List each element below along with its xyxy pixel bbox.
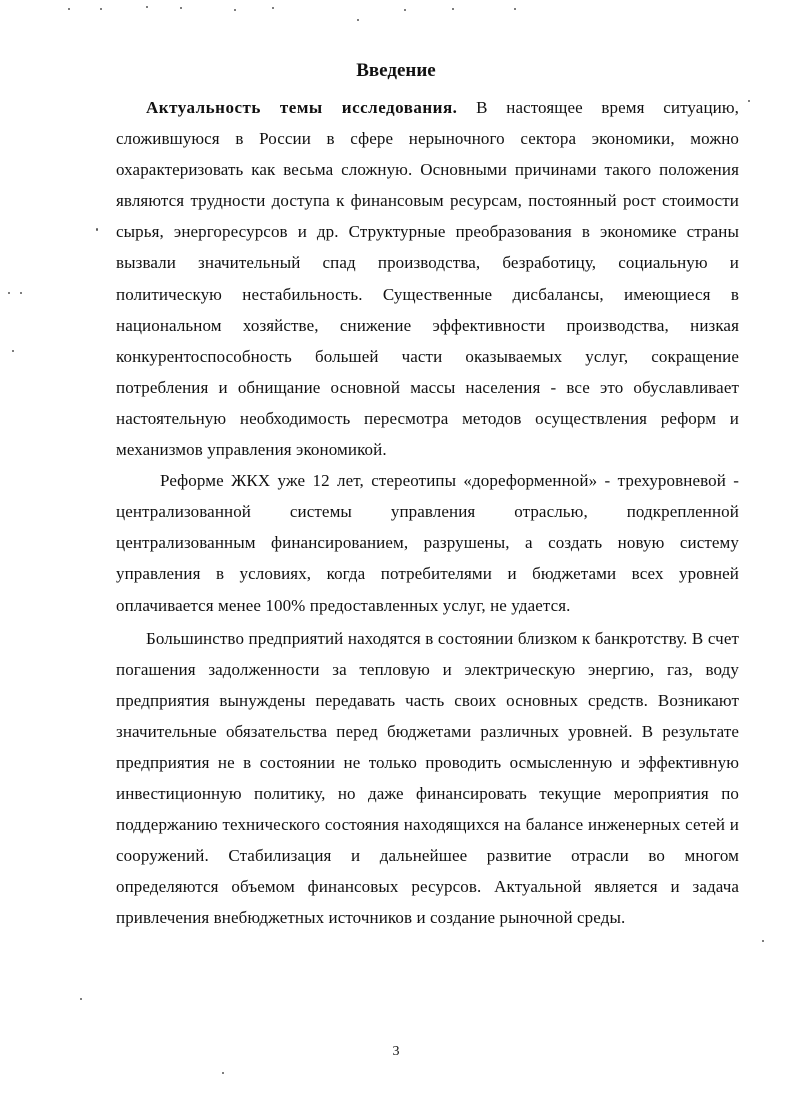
document-body <box>116 92 739 934</box>
paragraph-1-text: В настоящее время ситуацию, сложившуюся в России в сфере нерыночного сектора экономики, можно охарактеризовать как весьма сложную. Основными причинами такого положения являются трудности доступа к финансовым ресурсам, постоянный рост стоимости сырья, энергоресурсов и др. Структурные преобразования в экономике страны вызвали значительный спад производства, безработицу, социальную и политическую нестабильность. Существенные дисбалансы, имеющиеся в национальном хозяйстве, снижение эффективности производства, низкая конкурентоспособность большей части оказываемых услуг, сокращение потребления и обнищание основной массы населения - все это обуславливает настоятельную необходимость пересмотра методов осуществления реформ и механизмов управления экономикой. <box>116 98 739 460</box>
paragraph-1 <box>116 92 739 465</box>
paragraph-2: Реформе ЖКХ уже 12 лет, стереотипы «дореформенной» - трехуровневой - централизованной системы управления отраслью, подкрепленной централизованным финансированием, разрушены, а создать новую систему управления в условиях, когда потребителями и бюджетами всех уровней оплачивается менее 100% предоставленных услуг, не удается. <box>116 471 739 615</box>
page-title: Введение <box>356 60 436 81</box>
page-number: 3 <box>392 1044 400 1059</box>
paragraph-3: Большинство предприятий находятся в состоянии близком к банкротству. В счет погашения задолженности за тепловую и электрическую энергию, газ, воду предприятия вынуждены передавать часть своих основных средств. Возникают значительные обязательства перед бюджетами различных уровней. В результате предприятия не в состоянии не только проводить осмысленную и эффективную инвестиционную политику, но даже финансировать текущие мероприятия по поддержанию технического состояния находящихся на балансе инженерных сетей и сооружений. Стабилизация и дальнейшее развитие отрасли во многом определяются объемом финансовых ресурсов. Актуальной является и задача привлечения внебюджетных источников и создание рыночной среды. <box>116 628 739 928</box>
paragraph-1-lead: Актуальность темы исследования. <box>146 98 458 117</box>
